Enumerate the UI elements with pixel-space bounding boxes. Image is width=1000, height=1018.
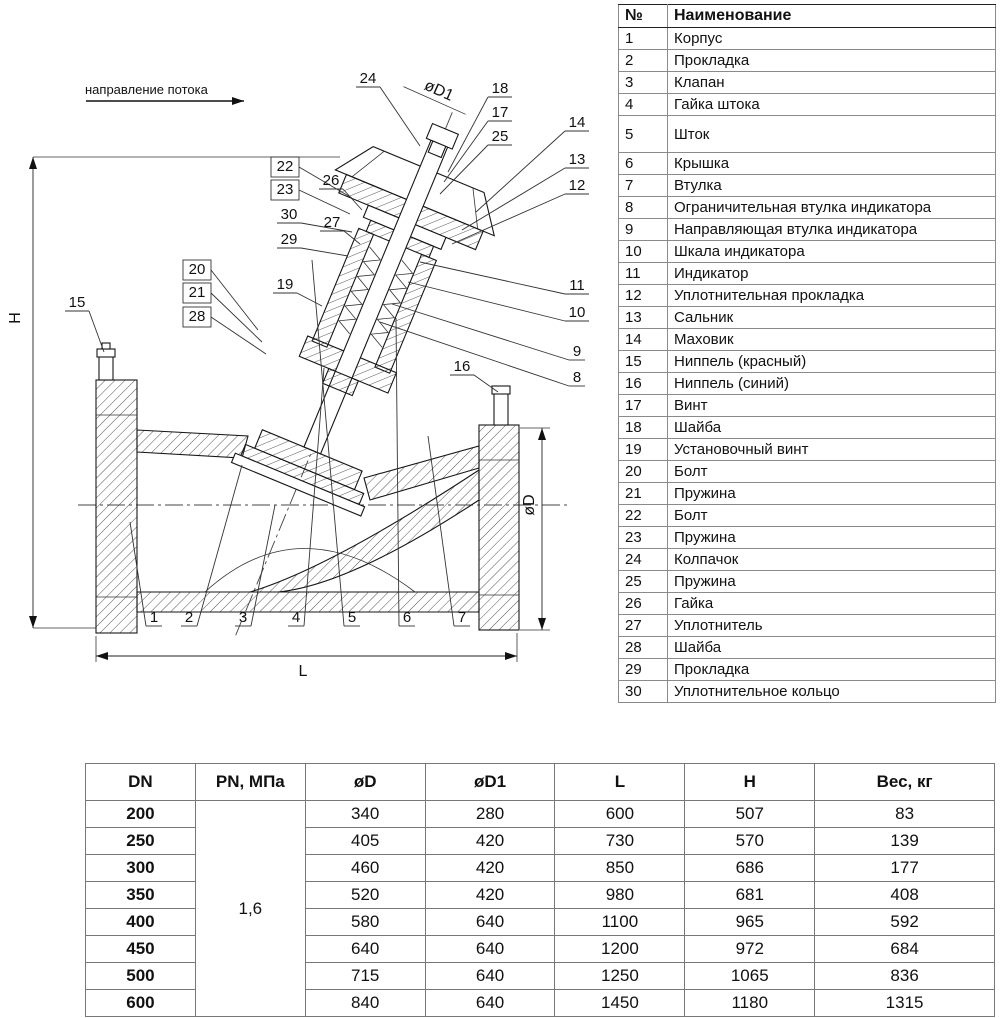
part-name: Шайба xyxy=(668,637,996,659)
parts-row xyxy=(619,153,996,175)
parts-row xyxy=(619,351,996,373)
dims-row xyxy=(86,801,995,828)
parts-row xyxy=(619,241,996,263)
part-name: Гайка штока xyxy=(668,94,996,116)
dimension-L xyxy=(96,633,517,680)
dims-table-body xyxy=(86,801,995,1017)
dims-cell-h: 686 xyxy=(685,855,815,882)
pn-value: 1,6 xyxy=(195,801,305,1017)
part-number: 26 xyxy=(619,593,668,615)
callout-label-30: 30 xyxy=(280,206,298,223)
nipple-blue xyxy=(492,386,510,425)
dims-cell-d: 460 xyxy=(305,855,425,882)
part-number: 24 xyxy=(619,549,668,571)
parts-row xyxy=(619,637,996,659)
part-number: 12 xyxy=(619,285,668,307)
part-name: Пружина xyxy=(668,571,996,593)
callout-label-24: 24 xyxy=(359,70,377,87)
dims-cell-d: 520 xyxy=(305,882,425,909)
part-number: 20 xyxy=(619,461,668,483)
dims-cell-h: 507 xyxy=(685,801,815,828)
part-name: Прокладка xyxy=(668,50,996,72)
callout-label-3: 3 xyxy=(238,609,248,626)
right-flange xyxy=(479,425,519,630)
parts-row xyxy=(619,285,996,307)
dims-cell-d: 840 xyxy=(305,990,425,1017)
callout-16 xyxy=(450,358,498,392)
dims-cell-d: 340 xyxy=(305,801,425,828)
dims-cell-weight: 592 xyxy=(815,909,995,936)
part-name: Индикатор xyxy=(668,263,996,285)
parts-row xyxy=(619,329,996,351)
dims-cell-l: 1250 xyxy=(555,963,685,990)
parts-row xyxy=(619,94,996,116)
parts-row xyxy=(619,549,996,571)
dims-cell-d1: 420 xyxy=(425,828,555,855)
dimensions-table xyxy=(85,763,995,1017)
flow-direction-label: направление потока xyxy=(85,82,208,97)
flow-direction xyxy=(85,82,244,101)
dims-cell-l: 730 xyxy=(555,828,685,855)
parts-row xyxy=(619,461,996,483)
part-number: 13 xyxy=(619,307,668,329)
dims-header-pn: PN, МПа xyxy=(195,764,305,801)
part-name: Винт xyxy=(668,395,996,417)
callout-label-27: 27 xyxy=(323,214,341,231)
part-name: Маховик xyxy=(668,329,996,351)
dims-cell-h: 1065 xyxy=(685,963,815,990)
dims-header-row xyxy=(86,764,995,801)
parts-row xyxy=(619,439,996,461)
body-wall-top-left xyxy=(137,430,248,458)
callout-label-23: 23 xyxy=(276,181,294,198)
callout-label-18: 18 xyxy=(491,80,509,97)
dims-header-h: H xyxy=(685,764,815,801)
callout-label-26: 26 xyxy=(322,172,340,189)
callout-15 xyxy=(65,294,104,352)
dimension-H xyxy=(7,157,340,628)
callout-18 xyxy=(448,80,512,172)
part-name: Колпачок xyxy=(668,549,996,571)
part-name: Ограничительная втулка индикатора xyxy=(668,197,996,219)
body-seat-diverter xyxy=(250,470,479,592)
callout-24 xyxy=(356,70,420,146)
part-name: Ниппель (синий) xyxy=(668,373,996,395)
dims-cell-dn: 400 xyxy=(86,909,196,936)
part-number: 18 xyxy=(619,417,668,439)
parts-row xyxy=(619,263,996,285)
parts-table-body xyxy=(619,28,996,703)
parts-row xyxy=(619,571,996,593)
part-name: Гайка xyxy=(668,593,996,615)
part-name: Установочный винт xyxy=(668,439,996,461)
parts-row xyxy=(619,219,996,241)
part-number: 22 xyxy=(619,505,668,527)
dims-cell-weight: 139 xyxy=(815,828,995,855)
valve-drawing xyxy=(0,0,615,760)
parts-row xyxy=(619,28,996,50)
dims-cell-dn: 350 xyxy=(86,882,196,909)
dims-cell-weight: 177 xyxy=(815,855,995,882)
callout-11 xyxy=(420,262,589,294)
part-name: Шайба xyxy=(668,417,996,439)
parts-row xyxy=(619,373,996,395)
parts-row xyxy=(619,593,996,615)
dims-cell-d: 580 xyxy=(305,909,425,936)
callout-label-14: 14 xyxy=(568,114,586,131)
dimension-D1 xyxy=(403,69,473,114)
parts-row xyxy=(619,395,996,417)
dims-cell-d1: 640 xyxy=(425,909,555,936)
dims-header-wt: Вес, кг xyxy=(815,764,995,801)
dims-cell-h: 570 xyxy=(685,828,815,855)
dims-cell-weight: 836 xyxy=(815,963,995,990)
dim-L-label: L xyxy=(298,663,308,680)
callout-label-10: 10 xyxy=(568,304,586,321)
dims-cell-d: 640 xyxy=(305,936,425,963)
part-name: Сальник xyxy=(668,307,996,329)
dims-cell-dn: 200 xyxy=(86,801,196,828)
dims-cell-dn: 250 xyxy=(86,828,196,855)
dims-cell-h: 681 xyxy=(685,882,815,909)
part-name: Уплотнительное кольцо xyxy=(668,681,996,703)
part-number: 14 xyxy=(619,329,668,351)
left-flange xyxy=(96,380,137,633)
callout-label-25: 25 xyxy=(491,128,509,145)
callout-label-17: 17 xyxy=(491,104,509,121)
callout-label-21: 21 xyxy=(188,284,206,301)
callout-28 xyxy=(183,307,266,354)
part-name: Прокладка xyxy=(668,659,996,681)
dims-cell-d: 405 xyxy=(305,828,425,855)
dims-cell-weight: 1315 xyxy=(815,990,995,1017)
dims-header-l: L xyxy=(555,764,685,801)
dims-cell-l: 980 xyxy=(555,882,685,909)
part-name: Корпус xyxy=(668,28,996,50)
part-number: 27 xyxy=(619,615,668,637)
callout-label-19: 19 xyxy=(276,276,294,293)
callout-label-7: 7 xyxy=(457,609,467,626)
dims-cell-dn: 300 xyxy=(86,855,196,882)
callout-label-2: 2 xyxy=(184,609,194,626)
callout-label-4: 4 xyxy=(291,609,301,626)
dims-cell-d1: 280 xyxy=(425,801,555,828)
part-number: 1 xyxy=(619,28,668,50)
part-name: Направляющая втулка индикатора xyxy=(668,219,996,241)
part-name: Шкала индикатора xyxy=(668,241,996,263)
callout-label-9: 9 xyxy=(572,343,582,360)
parts-row xyxy=(619,505,996,527)
callout-label-12: 12 xyxy=(568,177,586,194)
parts-row xyxy=(619,175,996,197)
part-name: Уплотнитель xyxy=(668,615,996,637)
callout-label-13: 13 xyxy=(568,151,586,168)
callout-label-11: 11 xyxy=(569,277,585,294)
callout-label-1: 1 xyxy=(149,609,159,626)
part-number: 5 xyxy=(619,116,668,153)
callout-label-5: 5 xyxy=(347,609,357,626)
dims-header-dn: DN xyxy=(86,764,196,801)
parts-row xyxy=(619,307,996,329)
part-name: Пружина xyxy=(668,483,996,505)
dims-cell-weight: 83 xyxy=(815,801,995,828)
part-name: Пружина xyxy=(668,527,996,549)
part-number: 7 xyxy=(619,175,668,197)
nipple-red xyxy=(97,343,115,380)
callout-27 xyxy=(320,214,360,244)
callout-label-16: 16 xyxy=(453,358,471,375)
parts-row xyxy=(619,527,996,549)
dims-cell-d1: 640 xyxy=(425,990,555,1017)
parts-row xyxy=(619,197,996,219)
parts-header-name: Наименование xyxy=(668,5,996,28)
dims-cell-d1: 420 xyxy=(425,855,555,882)
dims-cell-l: 1450 xyxy=(555,990,685,1017)
callout-label-20: 20 xyxy=(188,261,206,278)
part-name: Клапан xyxy=(668,72,996,94)
part-name: Уплотнительная прокладка xyxy=(668,285,996,307)
parts-header-num: № xyxy=(619,5,668,28)
parts-header-row xyxy=(619,5,996,28)
callout-label-6: 6 xyxy=(402,609,412,626)
dims-cell-dn: 450 xyxy=(86,936,196,963)
callout-29 xyxy=(277,231,348,256)
parts-row xyxy=(619,681,996,703)
dims-cell-h: 1180 xyxy=(685,990,815,1017)
dims-cell-d1: 640 xyxy=(425,936,555,963)
dims-cell-weight: 408 xyxy=(815,882,995,909)
part-number: 16 xyxy=(619,373,668,395)
parts-row xyxy=(619,417,996,439)
part-number: 17 xyxy=(619,395,668,417)
dims-cell-l: 600 xyxy=(555,801,685,828)
part-number: 2 xyxy=(619,50,668,72)
part-number: 3 xyxy=(619,72,668,94)
part-number: 28 xyxy=(619,637,668,659)
part-number: 10 xyxy=(619,241,668,263)
callout-label-15: 15 xyxy=(68,294,86,311)
part-number: 30 xyxy=(619,681,668,703)
dim-D1-label: øD1 xyxy=(421,76,457,105)
callout-label-8: 8 xyxy=(572,369,582,386)
dimension-D xyxy=(520,428,550,630)
parts-row xyxy=(619,50,996,72)
part-number: 25 xyxy=(619,571,668,593)
dims-header-d: øD xyxy=(305,764,425,801)
dims-cell-l: 1100 xyxy=(555,909,685,936)
dims-cell-d1: 420 xyxy=(425,882,555,909)
dims-header-d1: øD1 xyxy=(425,764,555,801)
parts-row xyxy=(619,116,996,153)
parts-row xyxy=(619,72,996,94)
dim-D-label: øD xyxy=(521,494,538,516)
parts-row xyxy=(619,615,996,637)
part-name: Крышка xyxy=(668,153,996,175)
part-name: Втулка xyxy=(668,175,996,197)
part-number: 4 xyxy=(619,94,668,116)
part-number: 11 xyxy=(619,263,668,285)
dims-cell-l: 1200 xyxy=(555,936,685,963)
dims-cell-d: 715 xyxy=(305,963,425,990)
callout-label-28: 28 xyxy=(188,308,206,325)
part-number: 23 xyxy=(619,527,668,549)
part-number: 9 xyxy=(619,219,668,241)
parts-table xyxy=(618,4,996,703)
part-name: Шток xyxy=(668,116,996,153)
dims-cell-l: 850 xyxy=(555,855,685,882)
dims-cell-dn: 500 xyxy=(86,963,196,990)
part-number: 29 xyxy=(619,659,668,681)
callout-9 xyxy=(392,304,585,360)
part-number: 19 xyxy=(619,439,668,461)
part-name: Ниппель (красный) xyxy=(668,351,996,373)
part-name: Болт xyxy=(668,461,996,483)
part-number: 21 xyxy=(619,483,668,505)
callout-label-22: 22 xyxy=(276,158,294,175)
part-name: Болт xyxy=(668,505,996,527)
dims-cell-weight: 684 xyxy=(815,936,995,963)
part-number: 8 xyxy=(619,197,668,219)
dims-cell-h: 972 xyxy=(685,936,815,963)
parts-row xyxy=(619,483,996,505)
part-number: 6 xyxy=(619,153,668,175)
callout-8 xyxy=(380,322,585,386)
dims-cell-d1: 640 xyxy=(425,963,555,990)
dim-H-label: H xyxy=(7,312,24,324)
parts-row xyxy=(619,659,996,681)
dims-cell-h: 965 xyxy=(685,909,815,936)
callout-label-29: 29 xyxy=(280,231,298,248)
callout-10 xyxy=(408,282,589,321)
part-number: 15 xyxy=(619,351,668,373)
dims-cell-dn: 600 xyxy=(86,990,196,1017)
